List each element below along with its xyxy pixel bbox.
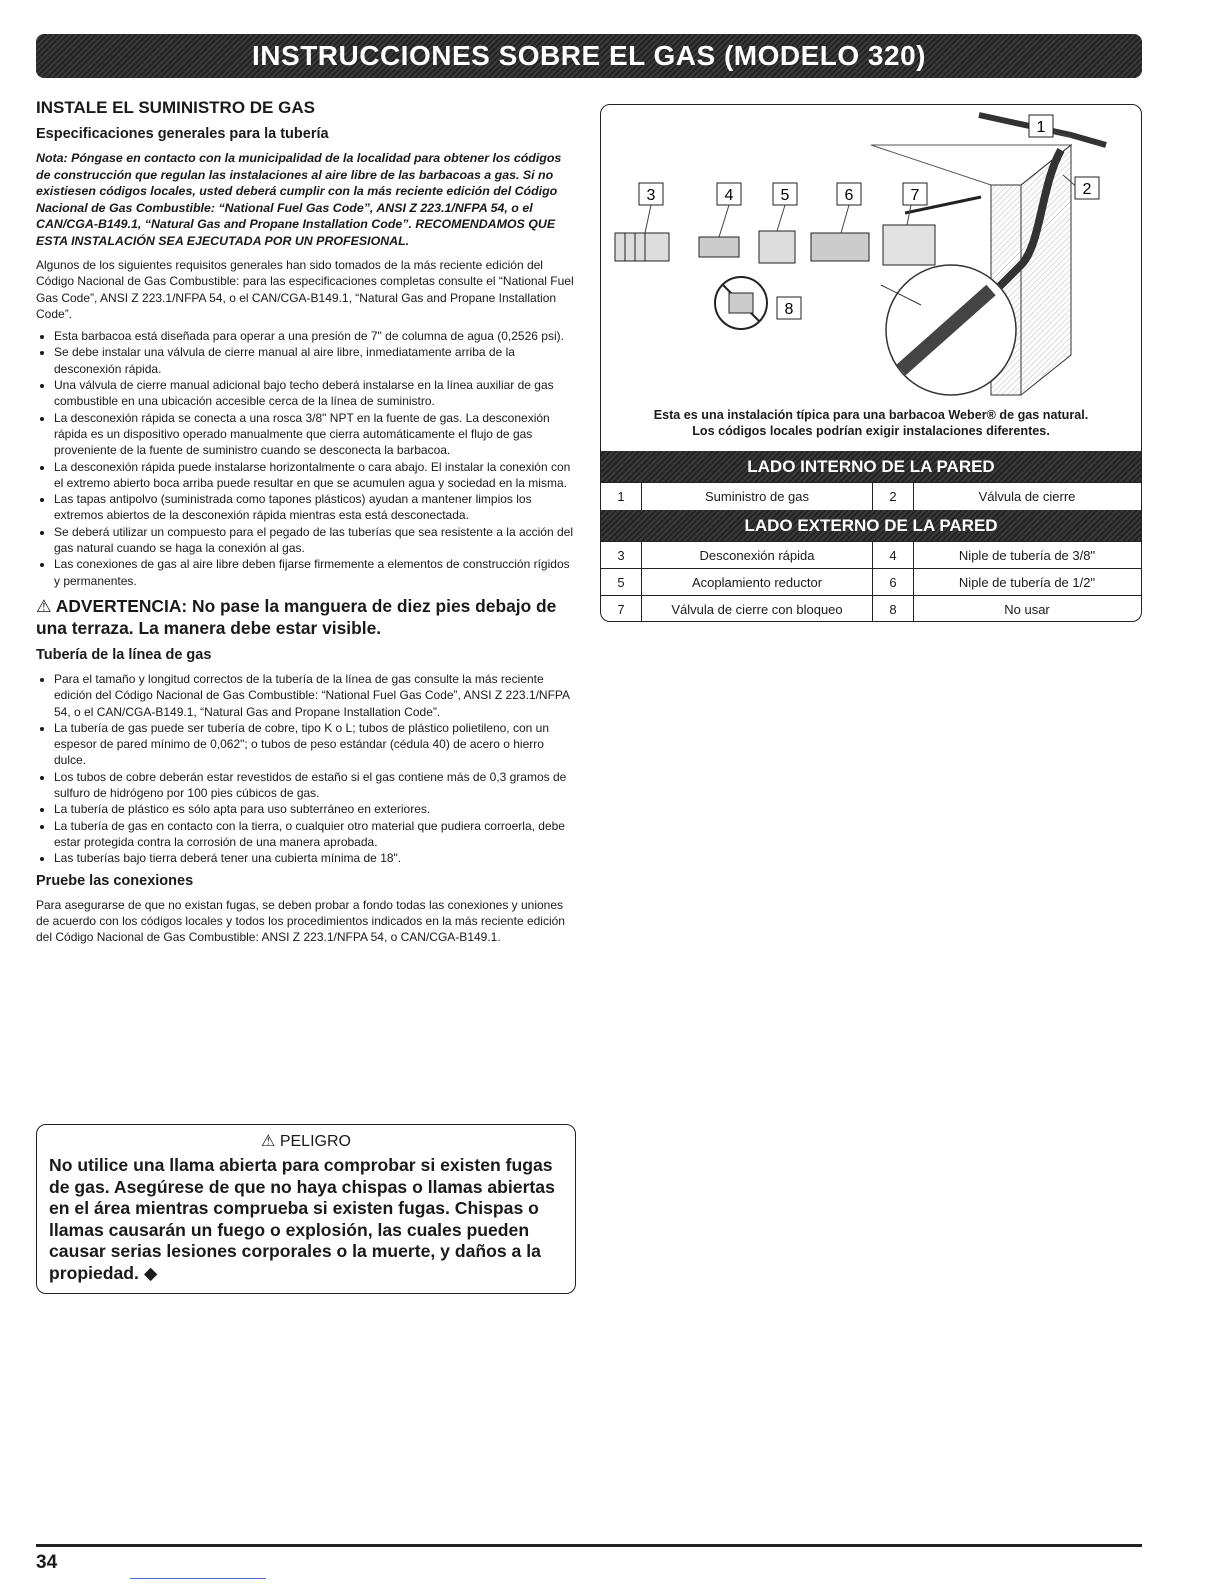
diagram-label-6 [837, 183, 861, 205]
svg-text:3: 3 [646, 187, 656, 204]
diagram-label-3 [639, 183, 663, 205]
row-number: 4 [873, 542, 914, 569]
list-item: • La tubería de gas puede ser tubería de cobre, tipo K o L; tubos de plástico polietileno, con un espesor de pared mínimo de 0,062"; o tubos de peso estándar (cédula 40) de acero o hierro dulce. [54, 720, 578, 769]
table-header-inside: LADO INTERNO DE LA PARED [601, 451, 1141, 483]
row-label: Acoplamiento reductor [642, 569, 873, 596]
svg-text:1: 1 [1036, 119, 1046, 136]
row-label: Niple de tubería de 1/2" [958, 575, 1096, 590]
diagram-label-2 [1075, 177, 1099, 199]
warning-text: ⚠ ADVERTENCIA: No pase la manguera de diez pies debajo de una terraza. La manera debe estar visible. [36, 595, 557, 638]
subsection-pruebe-title: Pruebe las conexiones [36, 872, 194, 889]
table-row [601, 568, 1141, 596]
shutoff-valve-shape [883, 197, 981, 265]
diagram-label-4 [717, 183, 741, 205]
row-label: No usar [1004, 602, 1050, 617]
list-item: • Esta barbacoa está diseñada para operar a una presión de 7" de columna de agua (0,2526 psi). [54, 328, 578, 344]
table-row [601, 595, 1141, 622]
footer-link-line [130, 1578, 266, 1579]
table-row [601, 482, 1141, 510]
diagram-label-1 [1029, 115, 1053, 137]
note-paragraph: Nota: Póngase en contacto con la municipalidad de la localidad para obtener los códigos de construcción que regulan las instalaciones al aire libre de las barbacoas a gas. Si no existiesen códigos locales, usted deberá cumplir con la más reciente edición del Código Nacional de Gas Combustible: “National Fuel Gas Code”, ANSI Z 223.1/NFPA 54, o el CAN/CGA-B149.1, “Natural Gas and Propane Installation Code”. RECOMENDAMOS QUE ESTA INSTALACIÓN SEA EJECUTADA POR UN PROFESIONAL. [36, 151, 562, 248]
list-item: • La desconexión rápida se conecta a una rosca 3/8" NPT en la fuente de gas. La desconexión rápida es un dispositivo operado manualmente que cierra automáticamente el flujo de gas proveniente de la fuente de suministro cuando se desconecta la barbacoa. [54, 410, 578, 459]
diagram-label-7 [903, 183, 927, 205]
danger-title: ⚠ PELIGRO [261, 1133, 351, 1150]
row-label: Válvula de cierre con bloqueo [642, 596, 873, 622]
do-not-use-shape [715, 277, 767, 329]
nipple-1-2-shape [811, 233, 869, 261]
danger-box [36, 1124, 576, 1294]
linea-list [36, 671, 578, 867]
danger-body: No utilice una llama abierta para comprobar si existen fugas de gas. Asegúrese de que no haya chispas o llamas abiertas en el área mientras comprueba si existen fugas. Chispas o llamas causarán un fuego o explosión, las cuales pueden causar serias lesiones corporales o la muerte, y daños a la propiedad. ◆ [49, 1155, 555, 1283]
row-label: Desconexión rápida [642, 542, 873, 569]
list-item: • La tubería de plástico es sólo apta para uso subterráneo en exteriores. [54, 801, 578, 817]
list-item: • Para el tamaño y longitud correctos de la tubería de la línea de gas consulte la más reciente edición del Código Nacional de Gas Combustible: “National Fuel Gas Code”, ANSI Z 223.1/NFPA 54, o el CAN/CGA-B149.1, “Natural Gas and Propane Installation Code”. [54, 671, 578, 720]
row-number: 5 [601, 569, 642, 596]
row-number: 6 [873, 569, 914, 596]
svg-text:6: 6 [844, 187, 854, 204]
page-number: 34 [36, 1552, 58, 1573]
list-item: • Una válvula de cierre manual adicional bajo techo deberá instalarse en la línea auxiliar de gas combustible en una ubicación accesible cerca de la línea de suministro. [54, 377, 578, 410]
row-number: 3 [601, 542, 642, 569]
table-row [601, 541, 1141, 569]
row-number: 8 [873, 596, 914, 622]
footer-rule [36, 1544, 1142, 1547]
page-banner: INSTRUCCIONES SOBRE EL GAS (MODELO 320) [36, 34, 1142, 78]
list-item: • Se debe instalar una válvula de cierre manual al aire libre, inmediatamente arriba de la desconexión rápida. [54, 344, 578, 377]
intro-paragraph: Algunos de los siguientes requisitos generales han sido tomados de la más reciente edición del Código Nacional de Gas Combustible: para las especificaciones completas consulte el “National Fuel Gas Code”, ANSI Z 223.1/NFPA 54, o el CAN/CGA-B149.1, “Natural Gas and Propane Installation Code”. [36, 258, 574, 321]
row-number: 2 [873, 483, 914, 510]
list-item: • La desconexión rápida puede instalarse horizontalmente o cara abajo. El instalar la conexión con el extremo abierto boca arriba puede resultar en que se acumulen agua y sociedad en la misma. [54, 459, 578, 492]
row-label: Válvula de cierre [978, 489, 1076, 504]
row-number: 7 [601, 596, 642, 622]
caption-line-1: Esta es una instalación típica para una barbacoa Weber® de gas natural. [653, 408, 1089, 422]
gas-installation-diagram [601, 105, 1141, 405]
diagram-label-5 [773, 183, 797, 205]
svg-text:4: 4 [724, 187, 734, 204]
row-label: Suministro de gas [642, 483, 873, 510]
spec-list [36, 328, 578, 589]
row-number: 1 [601, 483, 642, 510]
section-title: INSTALE EL SUMINISTRO DE GAS [36, 98, 315, 117]
subsection-spec-title: Especificaciones generales para la tubería [36, 126, 329, 142]
list-item: • Las tapas antipolvo (suministrada como tapones plásticos) ayudan a mantener limpios los extremos abiertos de la desconexión rápida mientras esta está desconectada. [54, 491, 578, 524]
left-column [36, 98, 578, 951]
svg-text:8: 8 [784, 301, 794, 318]
reducer-shape [759, 231, 795, 263]
svg-text:2: 2 [1082, 181, 1092, 198]
nipple-3-8-shape [699, 237, 739, 257]
svg-text:5: 5 [780, 187, 790, 204]
installation-panel [600, 104, 1142, 622]
pruebe-paragraph: Para asegurarse de que no existan fugas, se deben probar a fondo todas las conexiones y uniones de acuerdo con los códigos locales y todos los procedimientos indicados en la más reciente edición del Código Nacional de Gas Combustible: ANSI Z 223.1/NFPA 54, o CAN/CGA-B149.1. [36, 897, 565, 945]
list-item: • Las tuberías bajo tierra deberá tener una cubierta mínima de 18". [54, 850, 578, 866]
list-item: • Los tubos de cobre deberán estar revestidos de estaño si el gas contiene más de 0,3 gramos de sulfuro de hidrógeno por 100 pies cúbicos de gas. [54, 769, 578, 802]
list-item: • La tubería de gas en contacto con la tierra, o cualquier otro material que pudiera corroerla, debe estar protegida contra la corrosión de una manera aprobada. [54, 818, 578, 851]
caption-line-2: Los códigos locales podrían exigir instalaciones diferentes. [692, 424, 1050, 438]
row-label: Niple de tubería de 3/8" [958, 548, 1096, 563]
subsection-linea-title: Tubería de la línea de gas [36, 646, 212, 663]
list-item: • Se deberá utilizar un compuesto para el pegado de las tuberías que sea resistente a la acción del gas natural cuando se haga la conexión al gas. [54, 524, 578, 557]
svg-text:7: 7 [910, 187, 920, 204]
list-item: • Las conexiones de gas al aire libre deben fijarse firmemente a elementos de construcción rígidos y permanentes. [54, 556, 578, 589]
diagram-caption [601, 407, 1141, 439]
table-header-outside: LADO EXTERNO DE LA PARED [601, 510, 1141, 542]
quick-disconnect-shape [615, 233, 669, 261]
diagram-label-8 [777, 297, 801, 319]
